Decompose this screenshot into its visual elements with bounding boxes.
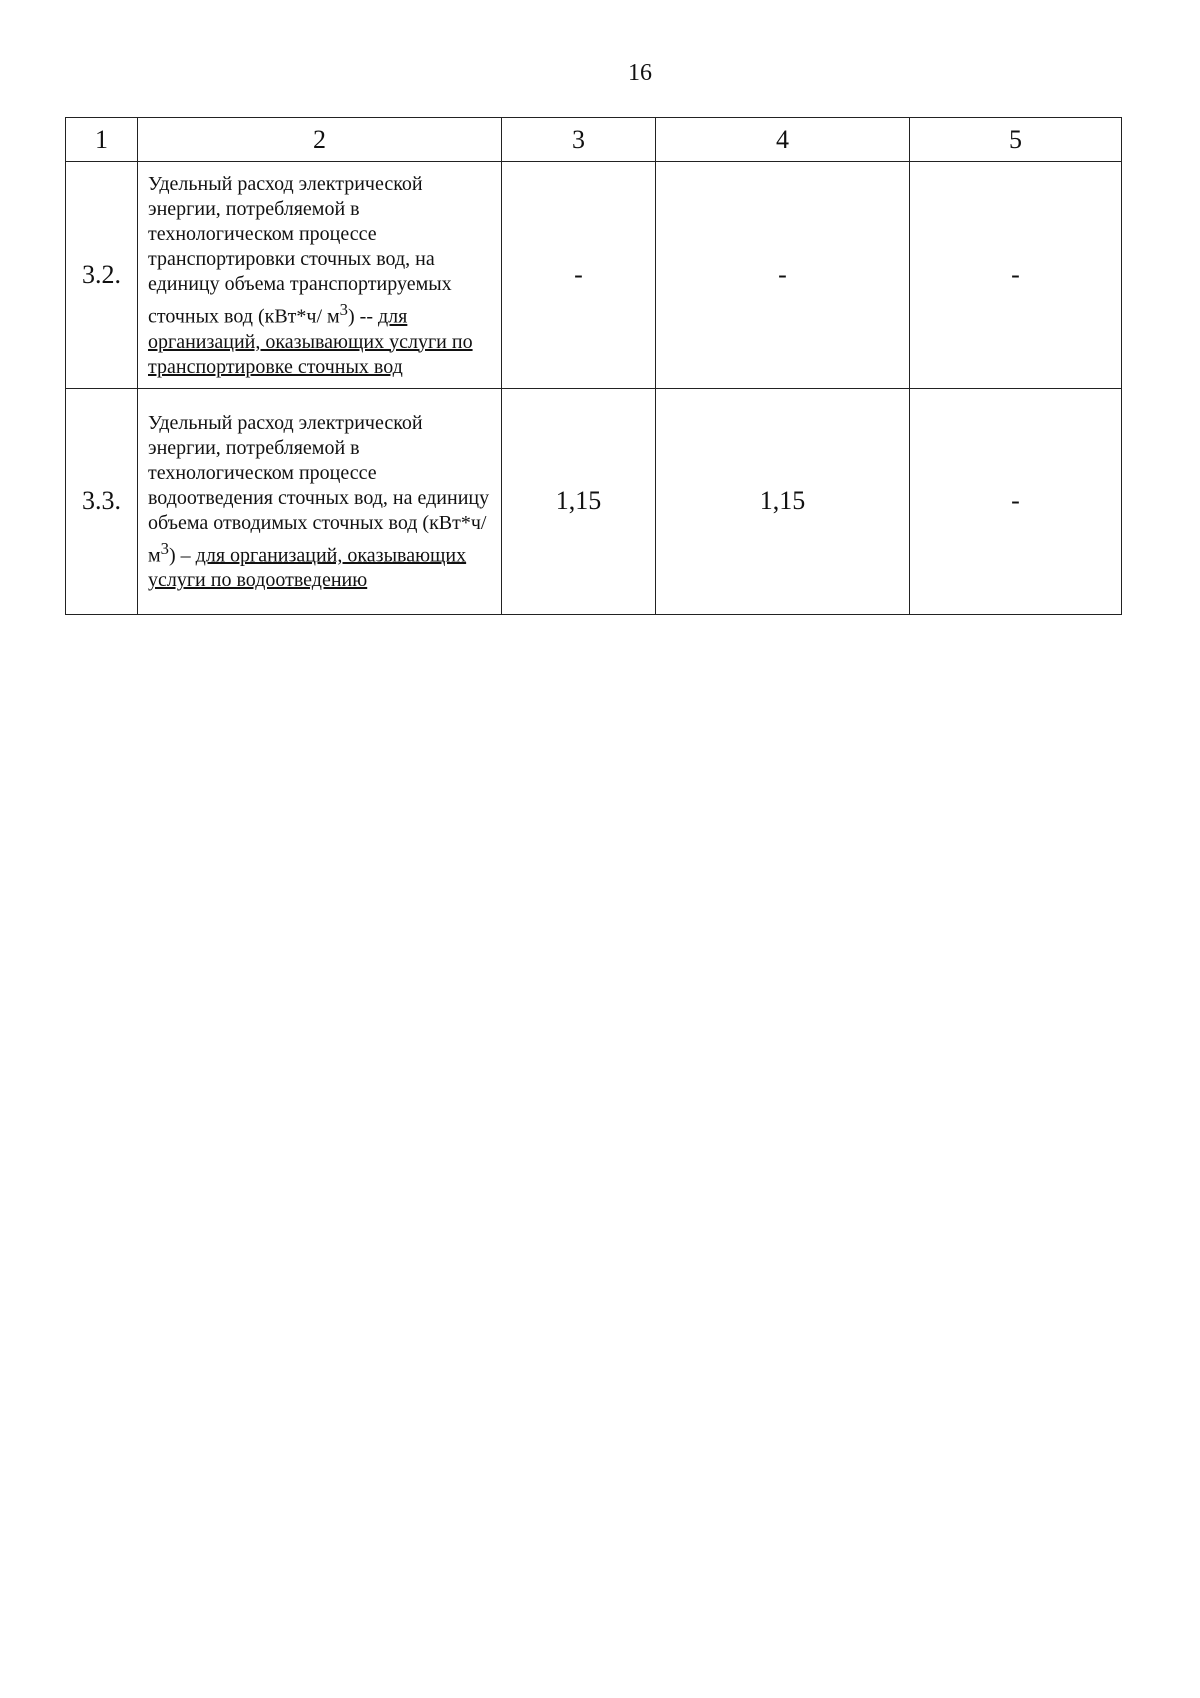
description-superscript: 3	[160, 538, 169, 558]
row-value-col-3: 1,15	[502, 388, 656, 614]
row-value-col-3: -	[502, 162, 656, 389]
page-number: 16	[628, 60, 652, 86]
description-superscript: 3	[339, 300, 348, 319]
row-number: 3.3.	[66, 388, 138, 614]
description-text: Удельный расход электрической энергии, потребляемой в технологическом процессе транспортировки сточных вод, на единицу объема транспортируемых сточных вод (кВт*ч/ м	[148, 173, 452, 328]
data-table	[65, 117, 1122, 615]
header-col-2: 2	[138, 118, 502, 162]
header-col-5: 5	[910, 118, 1122, 162]
row-number: 3.2.	[66, 162, 138, 389]
description-underlined: для организаций, оказывающих услуги по транспортировке сточных вод	[148, 305, 473, 378]
description-text: Удельный расход электрической энергии, потребляемой в технологическом процессе водоотведения сточных вод, на единицу объема отводимых сточных вод (кВт*ч/ м	[148, 411, 490, 567]
row-description	[138, 388, 502, 614]
description-separator: ) –	[168, 544, 196, 567]
description-separator: ) --	[348, 305, 378, 328]
header-col-4: 4	[656, 118, 910, 162]
table-row	[66, 162, 1122, 389]
row-description	[138, 162, 502, 389]
row-value-col-4: 1,15	[656, 388, 910, 614]
row-value-col-4: -	[656, 162, 910, 389]
description-underlined: для организаций, оказывающих услуги по водоотведению	[148, 544, 467, 592]
row-value-col-5: -	[910, 388, 1122, 614]
header-col-3: 3	[502, 118, 656, 162]
table-header-row	[66, 118, 1122, 162]
row-value-col-5: -	[910, 162, 1122, 389]
table-row	[66, 388, 1122, 614]
header-col-1: 1	[66, 118, 138, 162]
